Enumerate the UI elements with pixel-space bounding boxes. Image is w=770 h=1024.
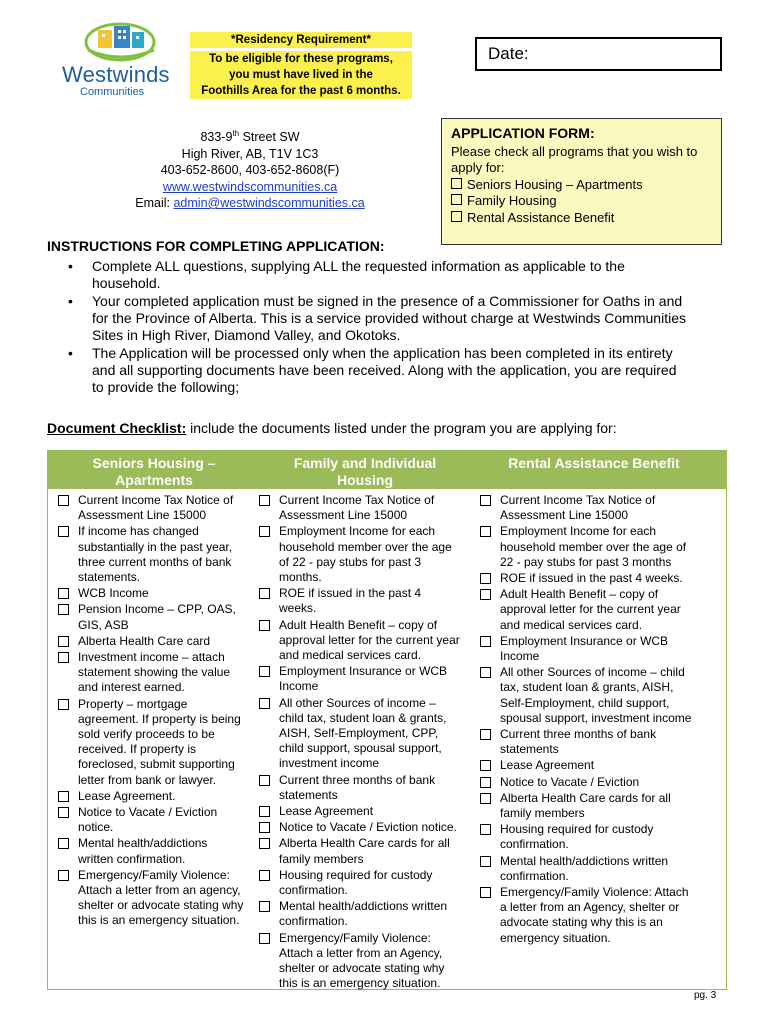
instruction-item: • The Application will be processed only when the application has been completed in its entirety and all supporting documents have been received. Along with the application, you are required to provide the following; xyxy=(66,345,686,396)
email-label: Email: xyxy=(135,196,174,211)
program-option-label: Seniors Housing – Apartments xyxy=(467,176,643,192)
checkbox-icon[interactable] xyxy=(480,526,491,537)
checklist-item[interactable] xyxy=(477,822,695,852)
residency-line-2: you must have lived in the xyxy=(190,67,412,83)
checkbox-icon[interactable] xyxy=(480,589,491,600)
checkbox-icon[interactable] xyxy=(259,495,270,506)
checklist-item[interactable] xyxy=(477,775,695,790)
checkbox-icon[interactable] xyxy=(259,526,270,537)
program-option-rental[interactable] xyxy=(451,210,721,227)
checkbox-icon[interactable] xyxy=(58,807,69,818)
checkbox-icon[interactable] xyxy=(480,793,491,804)
column-header-rental: Rental Assistance Benefit xyxy=(508,455,680,471)
checkbox-icon[interactable] xyxy=(259,901,270,912)
checklist-item[interactable] xyxy=(55,634,245,649)
checklist-item[interactable] xyxy=(477,524,695,570)
checklist-item[interactable] xyxy=(55,602,245,632)
checkbox-icon[interactable] xyxy=(259,838,270,849)
street-address xyxy=(100,126,400,146)
checklist-item[interactable] xyxy=(256,586,460,616)
column-header-seniors: Seniors Housing – Apartments xyxy=(92,455,216,488)
checklist-item[interactable] xyxy=(477,727,695,757)
checklist-item-text: Adult Health Benefit – copy of approval letter for the current year and medical services card. xyxy=(279,617,460,663)
checklist-item-text: Alberta Health Care cards for all family members xyxy=(279,836,450,866)
checklist-item[interactable] xyxy=(256,899,460,929)
checklist-item-text: Housing required for custody confirmation. xyxy=(500,822,654,852)
instructions-title: INSTRUCTIONS FOR COMPLETING APPLICATION: xyxy=(47,238,385,254)
checklist-item-text: Current Income Tax Notice of Assessment Line 15000 xyxy=(78,493,234,523)
checkbox-icon[interactable] xyxy=(259,620,270,631)
checklist-item-text: Property – mortgage agreement. If property is being sold verify proceeds to be received. If property is foreclosed, submit supporting letter from bank or lawyer. xyxy=(78,696,241,787)
address-block xyxy=(100,126,400,212)
checkbox-icon[interactable] xyxy=(480,573,491,584)
checklist-item-text: ROE if issued in the past 4 weeks. xyxy=(500,571,683,586)
page-number: pg. 3 xyxy=(694,990,717,1001)
checklist-item[interactable] xyxy=(477,665,695,726)
residency-line-1: To be eligible for these programs, xyxy=(190,51,412,67)
checkbox-icon[interactable] xyxy=(451,178,462,189)
checkbox-icon[interactable] xyxy=(58,604,69,615)
checkbox-icon[interactable] xyxy=(451,211,462,222)
instruction-item: • Your completed application must be signed in the presence of a Commissioner for Oaths in and for the Province of Alberta. This is a service provided without charge at Westwinds Communities Sites in High River, Diamond Valley, and Okotoks. xyxy=(66,293,686,344)
checklist-item-text: Lease Agreement xyxy=(279,804,374,819)
phone-line: 403-652-8600, 403-652-8608(F) xyxy=(160,163,340,178)
checklist-item[interactable] xyxy=(477,758,695,773)
application-form-title: APPLICATION FORM: xyxy=(451,125,595,141)
checkbox-icon[interactable] xyxy=(259,822,270,833)
checklist-item-text: Notice to Vacate / Eviction notice. xyxy=(78,805,218,835)
checklist-item-text: Investment income – attach statement showing the value and interest earned. xyxy=(78,650,231,695)
checklist-item[interactable] xyxy=(477,854,695,884)
document-checklist-text: include the documents listed under the program you are applying for: xyxy=(186,420,617,436)
checkbox-icon[interactable] xyxy=(480,495,491,506)
checkbox-icon[interactable] xyxy=(480,777,491,788)
checkbox-icon[interactable] xyxy=(480,824,491,835)
checklist-item[interactable] xyxy=(256,696,460,772)
checkbox-icon[interactable] xyxy=(480,729,491,740)
checklist-item-text: Mental health/addictions written confirmation. xyxy=(500,853,669,883)
checklist-item[interactable] xyxy=(55,805,245,835)
program-option-family[interactable] xyxy=(451,193,721,210)
checklist-item-text: Adult Health Benefit – copy of approval letter for the current year and medical services card. xyxy=(500,587,681,632)
checklist-item-text: Current three months of bank statements xyxy=(500,727,657,757)
checklist-item[interactable] xyxy=(256,664,460,694)
program-option-seniors[interactable] xyxy=(451,177,721,194)
program-option-label: Rental Assistance Benefit xyxy=(467,209,615,225)
checkbox-icon[interactable] xyxy=(480,856,491,867)
checkbox-icon[interactable] xyxy=(58,838,69,849)
checklist-item-text: Mental health/addictions written confirmation. xyxy=(279,899,448,929)
checkbox-icon[interactable] xyxy=(58,588,69,599)
checklist-item[interactable] xyxy=(477,791,695,821)
checklist-item-text: Emergency/Family Violence: Attach a letter from an Agency, shelter or advocate stating why this is an emergency situation. xyxy=(500,885,689,945)
residency-title: *Residency Requirement* xyxy=(190,32,412,48)
street-name: Street SW xyxy=(239,130,300,145)
checklist-item[interactable] xyxy=(477,587,695,633)
checklist-item[interactable] xyxy=(256,820,460,835)
street-suffix: th xyxy=(232,129,240,138)
website-link[interactable]: www.westwindscommunities.ca xyxy=(162,179,338,194)
checkbox-icon[interactable] xyxy=(58,870,69,881)
residency-line-3: Foothills Area for the past 6 months. xyxy=(190,83,412,99)
checkbox-icon[interactable] xyxy=(58,791,69,802)
instructions-list xyxy=(66,258,686,397)
westwinds-logo xyxy=(58,20,178,102)
checkbox-icon[interactable] xyxy=(58,526,69,537)
city-line: High River, AB, T1V 1C3 xyxy=(181,146,319,161)
checklist-item[interactable] xyxy=(256,493,460,523)
checklist-item-text: All other Sources of income – child tax, student loan & grants, AISH, Self-Employment, CPP, child support, spousal support, investment income xyxy=(279,695,447,771)
street-number: 833-9 xyxy=(200,130,233,145)
date-field[interactable] xyxy=(475,37,722,71)
checklist-item-text: If income has changed substantially in the past year, three current months of bank statements. xyxy=(78,524,233,585)
checkbox-icon[interactable] xyxy=(480,636,491,647)
family-column xyxy=(256,493,460,993)
checklist-item[interactable] xyxy=(55,650,245,696)
rental-column xyxy=(477,493,695,947)
checklist-item-text: Emergency/Family Violence: Attach a letter from an Agency, shelter or advocate stating why this is an emergency situation. xyxy=(279,930,445,991)
checklist-item-text: WCB Income xyxy=(78,586,149,601)
checklist-item-text: Pension Income – CPP, OAS, GIS, ASB xyxy=(78,602,236,632)
checklist-item[interactable] xyxy=(256,524,460,585)
checklist-item[interactable] xyxy=(256,868,460,898)
checklist-item-text: Alberta Health Care card xyxy=(78,633,211,648)
checklist-item-text: Employment Income for each household member over the age of 22 - pay stubs for past 3 months xyxy=(500,524,687,569)
checklist-item[interactable] xyxy=(477,634,695,664)
checkbox-icon[interactable] xyxy=(259,870,270,881)
checklist-item[interactable] xyxy=(256,931,460,992)
email-link[interactable]: admin@westwindscommunities.ca xyxy=(173,196,365,211)
document-checklist-table xyxy=(47,450,727,990)
document-checklist-label: Document Checklist: xyxy=(47,420,187,436)
checklist-item[interactable] xyxy=(55,697,245,788)
checklist-item-text: ROE if issued in the past 4 weeks. xyxy=(279,586,422,616)
checkbox-icon[interactable] xyxy=(480,887,491,898)
checkbox-icon[interactable] xyxy=(259,666,270,677)
checkbox-icon[interactable] xyxy=(58,495,69,506)
checkbox-icon[interactable] xyxy=(451,194,462,205)
checklist-item-text: Employment Insurance or WCB Income xyxy=(500,633,669,664)
checkbox-icon[interactable] xyxy=(259,775,270,786)
checklist-item[interactable] xyxy=(55,868,245,929)
instruction-item: • Complete ALL questions, supplying ALL the requested information as applicable to the household. xyxy=(66,258,686,292)
checklist-item[interactable] xyxy=(55,836,245,866)
logo-sub: Communities xyxy=(80,86,145,98)
checklist-item-text: Mental health/addictions written confirmation. xyxy=(78,836,208,866)
application-form-box xyxy=(441,118,722,245)
application-form-instruction: Please check all programs that you wish to apply for: xyxy=(451,143,698,175)
checklist-item[interactable] xyxy=(256,773,460,803)
checklist-item[interactable] xyxy=(55,586,245,601)
checkbox-icon[interactable] xyxy=(259,588,270,599)
checklist-item[interactable] xyxy=(477,493,695,523)
checkbox-icon[interactable] xyxy=(259,806,270,817)
checklist-item[interactable] xyxy=(55,493,245,523)
checklist-item-text: Lease Agreement. xyxy=(78,788,176,803)
checklist-item-text: Alberta Health Care cards for all family members xyxy=(500,790,671,821)
checklist-item-text: Current Income Tax Notice of Assessment Line 15000 xyxy=(500,493,656,523)
checklist-item[interactable] xyxy=(256,836,460,866)
checklist-item-text: Current three months of bank statements xyxy=(279,772,436,802)
checkbox-icon[interactable] xyxy=(58,699,69,710)
seniors-column xyxy=(55,493,245,930)
checklist-item-text: Notice to Vacate / Eviction notice. xyxy=(279,820,457,835)
checkbox-icon[interactable] xyxy=(259,933,270,944)
building-logo-icon xyxy=(58,20,178,64)
checklist-item-text: Employment Income for each household member over the age of 22 - pay stubs for past 3 months. xyxy=(279,524,452,585)
checkbox-icon[interactable] xyxy=(480,667,491,678)
checkbox-icon[interactable] xyxy=(480,760,491,771)
logo-name: Westwinds xyxy=(62,62,170,87)
checklist-item-text: Lease Agreement xyxy=(500,758,595,773)
checklist-item-text: Notice to Vacate / Eviction xyxy=(500,774,640,789)
checklist-item[interactable] xyxy=(55,524,245,585)
checklist-item[interactable] xyxy=(55,789,245,804)
checklist-item[interactable] xyxy=(256,804,460,819)
checkbox-icon[interactable] xyxy=(58,652,69,663)
checklist-item[interactable] xyxy=(256,618,460,664)
program-option-label: Family Housing xyxy=(467,193,557,208)
column-header-family: Family and Individual Housing xyxy=(293,455,437,488)
checklist-item-text: All other Sources of income – child tax, student loan & grants, AISH, Self-Employment, child support, spousal support, investment income xyxy=(500,665,692,725)
document-checklist-intro xyxy=(47,420,617,436)
checklist-item-text: Emergency/Family Violence: Attach a letter from an agency, shelter or advocate stating why this is an emergency situation. xyxy=(78,867,244,928)
checklist-item[interactable] xyxy=(477,571,695,586)
checklist-item-text: Employment Insurance or WCB Income xyxy=(279,664,448,694)
date-label: Date: xyxy=(488,44,529,63)
residency-requirement xyxy=(190,32,412,99)
checkbox-icon[interactable] xyxy=(58,636,69,647)
checkbox-icon[interactable] xyxy=(259,698,270,709)
checklist-item-text: Housing required for custody confirmation. xyxy=(279,867,433,898)
table-header xyxy=(48,451,726,489)
checklist-item[interactable] xyxy=(477,885,695,946)
checklist-item-text: Current Income Tax Notice of Assessment Line 15000 xyxy=(279,493,435,523)
